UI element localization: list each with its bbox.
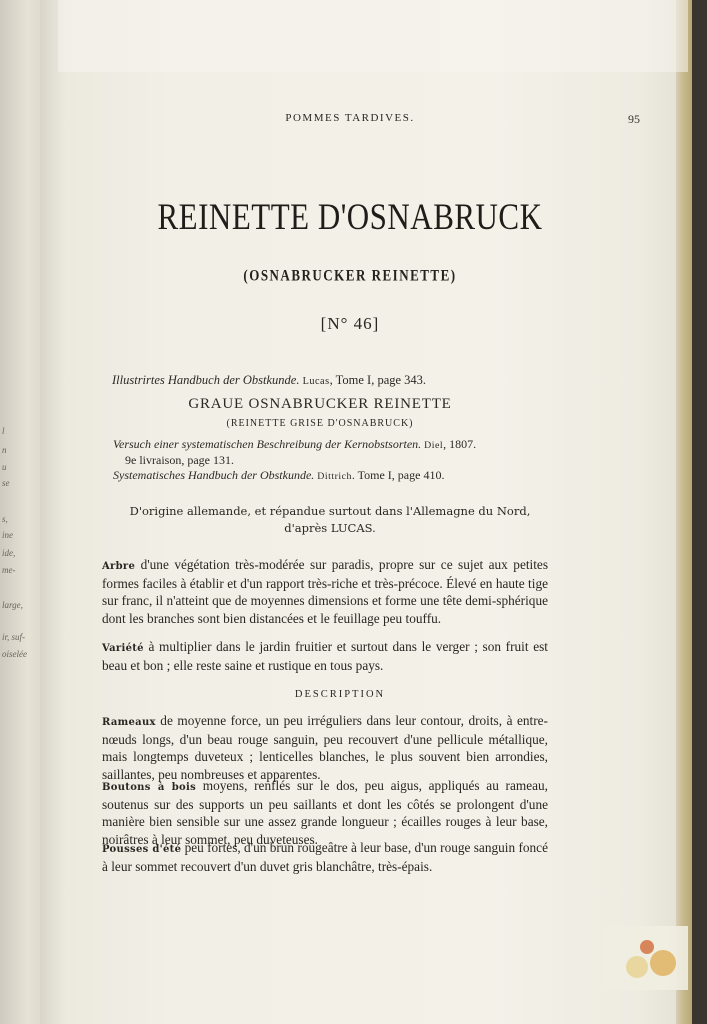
light-glare: [58, 0, 688, 72]
paragraph-text: à multiplier dans le jardin fruitier et surtout dans le verger ; son fruit est beau et bon ; elle reste saine et rustique en tous pays.: [102, 639, 548, 674]
paragraph-arbre: [102, 556, 548, 627]
origin-statement: [90, 503, 570, 537]
paragraph-text: moyens, renflés sur le dos, peu aigus, appliqués au rameau, soutenus sur des supports un peu saillants et dont les côtés se prolongent d'une manière bien sensible sur une assez grande longueur ; écailles rouges à leur base, noirâtres à leur sommet, peu duveteuses.: [102, 778, 548, 847]
bibliography-ref-lucas: [112, 373, 562, 388]
paragraph-text: d'une végétation très-modérée sur paradis, propre sur ce sujet aux petites formes faciles à établir et d'un rapport très-riche et très-précoce. Élevé en haute tige sur franc, il n'atteint que de moyennes dimensions et forme une tête demi-sphérique dont les branches sont bien distancées et le feuillage peu touffu.: [102, 557, 548, 626]
paragraph-lead: Pousses d'été: [102, 844, 182, 855]
fruit-icon: [650, 950, 676, 976]
running-title: POMMES TARDIVES.: [285, 112, 415, 124]
fruit-icon: [626, 956, 648, 978]
origin-line: D'origine allemande, et répandue surtout dans l'Allemagne du Nord,: [129, 504, 531, 518]
paragraph-text: peu fortes, d'un brun rougeâtre à leur base, d'un rouge sanguin foncé à leur sommet recouvert d'un duvet gris blanchâtre, très-épais.: [102, 840, 548, 875]
bibliography-refs: [113, 437, 553, 484]
synonym-heading: GRAUE OSNABRUCKER REINETTE: [188, 396, 452, 412]
facing-page-fragment: se: [2, 478, 10, 488]
paragraph-rameaux: [102, 712, 548, 783]
facing-page-fragment: oiselée: [2, 649, 27, 659]
ref-work: Illustrirtes Handbuch der Obstkunde.: [112, 373, 300, 387]
ref-details: , Tome I, page 343.: [329, 373, 427, 387]
facing-page-fragment: s,: [2, 514, 8, 524]
bibliography-ref-dittrich: [113, 468, 553, 484]
paragraph-text: de moyenne force, un peu irréguliers dans leur contour, droits, à entre-nœuds longs, d'un beau rouge sanguin, peu recouvert d'une pellicule métallique, mais longtemps duveteux ; lenticelles blanches, le plus souvent bien arrondies, saillantes, peu nombreuses et apparentes.: [102, 713, 548, 782]
ref-details-line2: 9e livraison, page 131.: [125, 453, 234, 467]
page-subtitle: (OSNABRUCKER REINETTE): [243, 266, 457, 284]
facing-page-fragment: u: [2, 462, 7, 472]
running-header: [60, 112, 640, 128]
facing-page-fragment: large,: [2, 600, 23, 610]
paragraph-lead: Boutons à bois: [102, 782, 197, 793]
facing-page-fragment: l: [2, 426, 5, 436]
paragraph-variete: [102, 638, 548, 674]
ref-details: . Tome I, page 410.: [351, 468, 445, 482]
facing-page-fragment: ine: [2, 530, 13, 540]
page-number: 95: [628, 112, 640, 126]
paragraph-lead: Variété: [102, 643, 144, 654]
ref-author: Dittrich: [317, 471, 352, 482]
paragraph-lead: Arbre: [102, 561, 136, 572]
paragraph-boutons: [102, 777, 548, 848]
facing-page-fragment: ir, suf-: [2, 632, 26, 642]
origin-line: d'après LUCAS.: [284, 521, 376, 535]
ref-details: , 1807.: [443, 437, 477, 451]
ref-work: Versuch einer systematischen Beschreibung der Kernobstsorten.: [113, 437, 422, 451]
facing-page-fragment: n: [2, 445, 7, 455]
fruit-vignette: [604, 926, 688, 990]
paragraph-lead: Rameaux: [102, 717, 156, 728]
bibliography-ref-diel: [113, 437, 553, 453]
fruit-icon: [640, 940, 654, 954]
entry-number: [N° 46]: [320, 314, 380, 333]
ref-work: Systematisches Handbuch der Obstkunde.: [113, 468, 315, 482]
facing-page-fragment: ide,: [2, 548, 16, 558]
paragraph-pousses: [102, 839, 548, 875]
synonym-translation: (REINETTE GRISE D'OSNABRUCK): [226, 418, 414, 429]
ref-author: Lucas: [302, 376, 330, 387]
section-heading: DESCRIPTION: [294, 689, 386, 700]
page-stack-edge: [676, 0, 692, 1024]
page-title: REINETTE D'OSNABRUCK: [157, 196, 543, 238]
facing-page-fragment: me-: [2, 565, 16, 575]
ref-author: Diel: [424, 440, 444, 451]
